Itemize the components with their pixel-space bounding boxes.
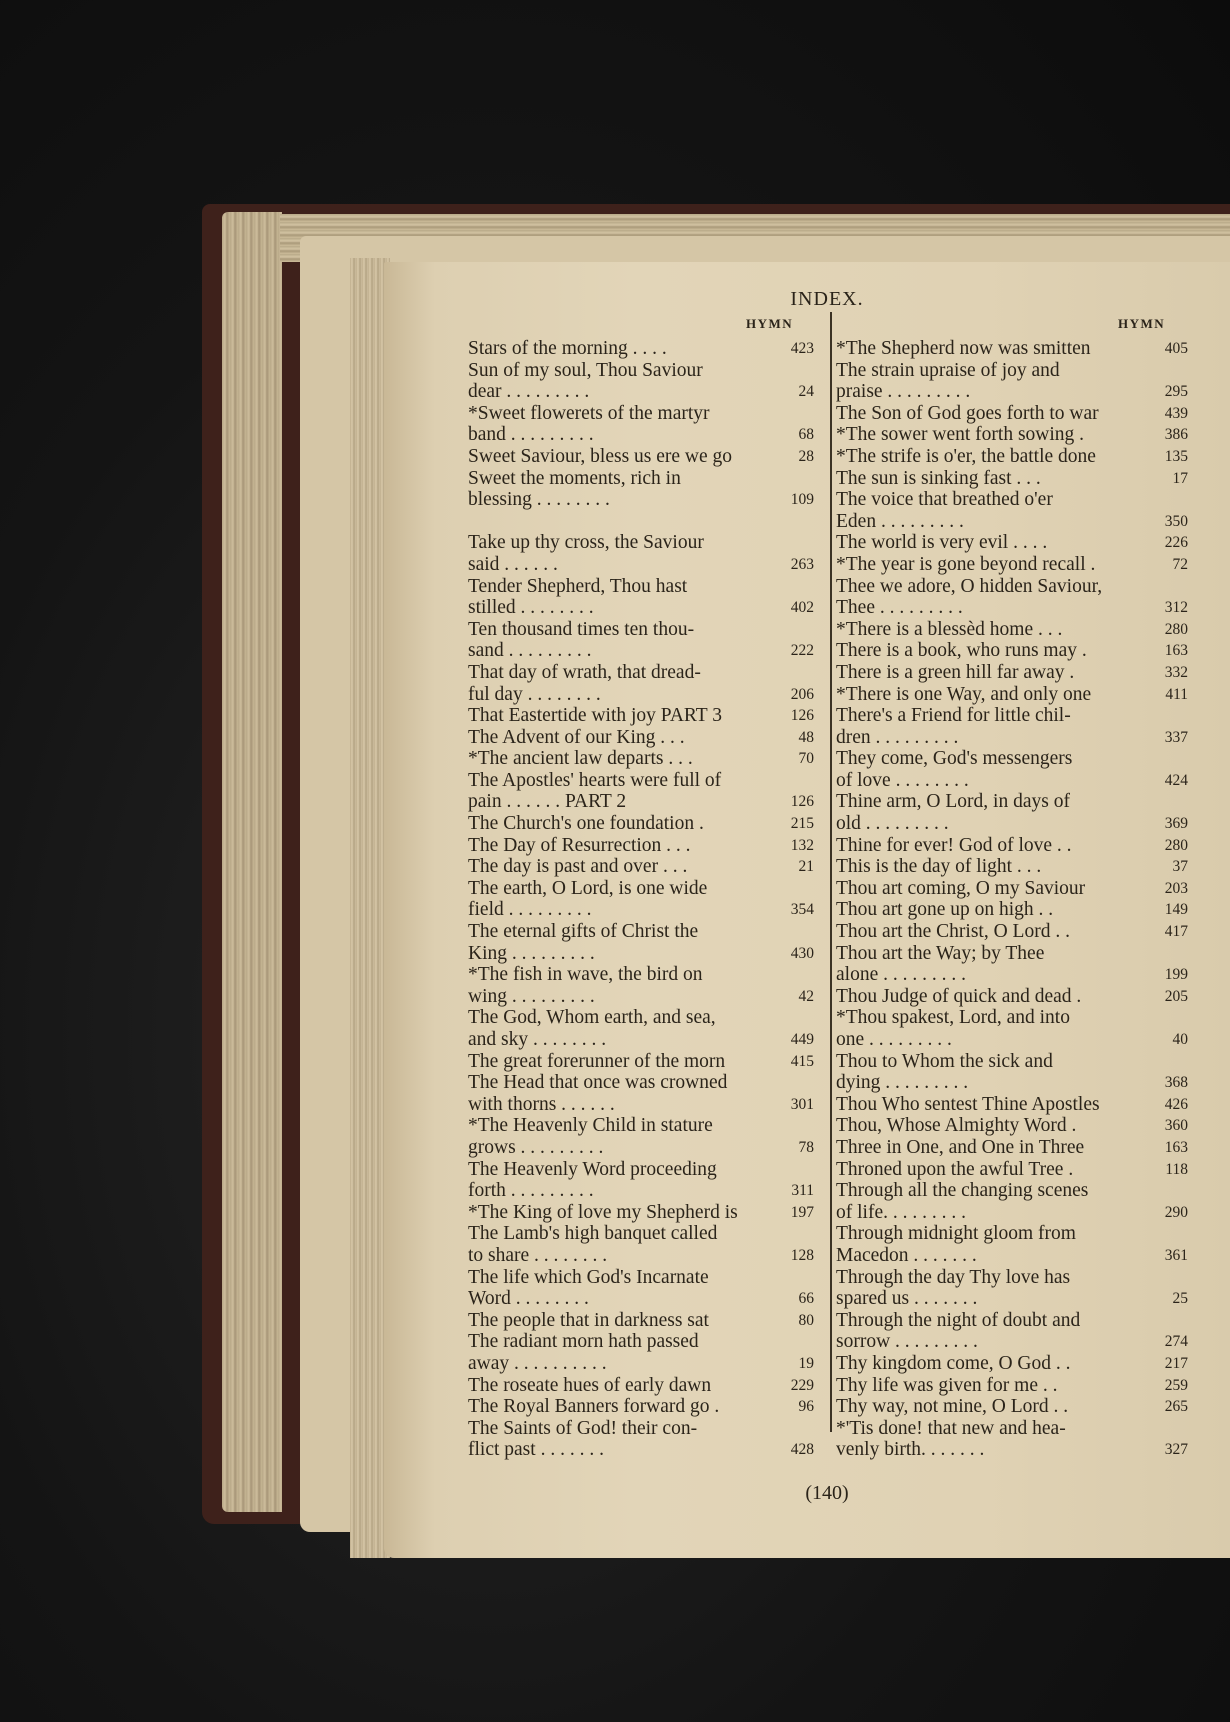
entry-line: Through the night of doubt and xyxy=(836,1309,1081,1331)
index-entry xyxy=(468,1007,814,1050)
entry-line: Throned upon the awful Tree . xyxy=(836,1158,1074,1180)
entry-line: wing . . . . . . . . . xyxy=(468,985,595,1007)
hymn-number: 449 xyxy=(790,1031,814,1048)
entry-line: blessing . . . . . . . . xyxy=(468,489,610,511)
entry-line: The voice that breathed o'er xyxy=(836,489,1053,511)
entry-line: The life which God's Incarnate xyxy=(468,1266,709,1288)
entry-line: Sweet the moments, rich in xyxy=(468,467,681,489)
hymn-number: 42 xyxy=(798,987,814,1005)
entry-line: stilled . . . . . . . . xyxy=(468,597,594,619)
entry-line: Thy kingdom come, O God . . xyxy=(836,1352,1071,1374)
index-entry xyxy=(836,338,1188,360)
entry-line: They come, God's messengers xyxy=(836,748,1073,770)
entry-line: The roseate hues of early dawn xyxy=(468,1374,712,1396)
entry-line: *There is one Way, and only one xyxy=(836,683,1092,705)
entry-line: Through all the changing scenes xyxy=(836,1180,1089,1202)
index-entry xyxy=(836,1180,1188,1223)
index-entry xyxy=(468,878,814,921)
entry-line: old . . . . . . . . . xyxy=(836,813,949,835)
hymn-number: 426 xyxy=(1164,1095,1188,1113)
entry-line: Thy life was given for me . . xyxy=(836,1374,1058,1396)
entry-line: *The Heavenly Child in stature xyxy=(468,1115,713,1137)
hymn-number: 48 xyxy=(798,728,814,746)
entry-line: The radiant morn hath passed xyxy=(468,1331,699,1353)
index-entry xyxy=(468,532,814,575)
hymn-number: 430 xyxy=(790,944,814,962)
entry-line: The Head that once was crowned xyxy=(468,1072,728,1094)
index-entry xyxy=(836,619,1188,641)
index-entry xyxy=(468,856,814,878)
hymn-number: 369 xyxy=(1164,815,1188,833)
entry-line: The Advent of our King . . . xyxy=(468,726,685,748)
index-entry xyxy=(468,813,814,835)
hymn-number: 17 xyxy=(1172,469,1188,487)
index-entry xyxy=(836,640,1188,662)
index-entry xyxy=(468,921,814,964)
hymn-number: 163 xyxy=(1164,1138,1188,1156)
hymn-number: 96 xyxy=(798,1398,814,1416)
hymn-number: 263 xyxy=(790,555,814,573)
index-entry xyxy=(836,986,1188,1008)
entry-line: dren . . . . . . . . . xyxy=(836,726,959,748)
entry-line: There is a book, who runs may . xyxy=(836,640,1087,662)
hymn-number: 311 xyxy=(791,1182,814,1200)
hymn-number: 132 xyxy=(790,836,814,854)
hymn-number: 19 xyxy=(798,1354,814,1372)
hymn-number: 206 xyxy=(790,685,814,703)
entry-line: praise . . . . . . . . . xyxy=(836,381,971,403)
entry-line: There's a Friend for little chil- xyxy=(836,705,1071,727)
entry-line: field . . . . . . . . . xyxy=(468,899,592,921)
entry-line: The eternal gifts of Christ the xyxy=(468,921,699,943)
hymn-number: 68 xyxy=(798,426,814,444)
hymn-number: 312 xyxy=(1164,599,1188,617)
hymn-number: 126 xyxy=(790,707,814,725)
index-entry xyxy=(836,1007,1188,1050)
index-entry xyxy=(836,1137,1188,1159)
entry-line: The earth, O Lord, is one wide xyxy=(468,877,708,899)
index-entry xyxy=(468,964,814,1007)
entry-line: pain . . . . . . PART 2 xyxy=(468,791,627,813)
entry-line: dying . . . . . . . . . xyxy=(836,1072,969,1094)
entry-line: Through midnight gloom from xyxy=(836,1223,1076,1245)
entry-line: Thou art the Way; by Thee xyxy=(836,942,1045,964)
entry-line: Three in One, and One in Three xyxy=(836,1136,1085,1158)
index-entry xyxy=(468,1051,814,1073)
entry-line: Eden . . . . . . . . . xyxy=(836,510,964,532)
entry-line: *The Shepherd now was smitten xyxy=(836,338,1091,359)
index-entry xyxy=(836,856,1188,878)
entry-line: Macedon . . . . . . . xyxy=(836,1244,977,1266)
hymn-number: 259 xyxy=(1164,1376,1188,1394)
index-entry xyxy=(836,360,1188,403)
entry-line: The strain upraise of joy and xyxy=(836,359,1060,381)
entry-line: Thou art gone up on high . . xyxy=(836,899,1054,921)
index-page xyxy=(384,262,1230,1558)
entry-line: The Heavenly Word proceeding xyxy=(468,1158,717,1180)
entry-line: away . . . . . . . . . . xyxy=(468,1352,607,1374)
index-entry xyxy=(468,662,814,705)
index-entry xyxy=(836,468,1188,490)
hymn-number: 424 xyxy=(1164,771,1188,789)
hymn-number: 109 xyxy=(790,491,814,509)
hymn-number: 229 xyxy=(790,1376,814,1394)
entry-line: *The ancient law departs . . . xyxy=(468,748,693,770)
hymn-number: 205 xyxy=(1164,987,1188,1005)
entry-line: spared us . . . . . . . xyxy=(836,1288,978,1310)
index-entry xyxy=(468,1223,814,1266)
index-entry xyxy=(836,878,1188,900)
hymn-number: 360 xyxy=(1164,1117,1188,1135)
hymn-number: 197 xyxy=(790,1203,814,1221)
entry-line: Thine for ever! God of love . . xyxy=(836,834,1072,856)
entry-line: grows . . . . . . . . . xyxy=(468,1136,604,1158)
hymn-number: 80 xyxy=(798,1311,814,1329)
index-entry xyxy=(468,446,814,468)
hymn-number: 411 xyxy=(1165,685,1188,703)
entry-line: The Lamb's high banquet called xyxy=(468,1223,718,1245)
entry-line: Word . . . . . . . . xyxy=(468,1288,589,1310)
entry-line: and sky . . . . . . . . xyxy=(468,1029,607,1050)
hymn-number: 24 xyxy=(798,383,814,401)
entry-line: Thy way, not mine, O Lord . . xyxy=(836,1396,1069,1418)
entry-line: *The sower went forth sowing . xyxy=(836,424,1085,446)
running-head: INDEX. xyxy=(790,288,864,310)
hymn-number: 66 xyxy=(798,1290,814,1308)
hymn-number: 135 xyxy=(1164,447,1188,465)
index-entry xyxy=(836,791,1188,834)
hymn-number: 70 xyxy=(798,750,814,768)
hymn-number: 327 xyxy=(1164,1441,1188,1459)
entry-line: sand . . . . . . . . . xyxy=(468,640,592,662)
entry-line: The God, Whom earth, and sea, xyxy=(468,1007,716,1029)
hymn-number: 199 xyxy=(1164,966,1188,984)
hymn-number: 301 xyxy=(790,1095,814,1113)
entry-line: of love . . . . . . . . xyxy=(836,769,969,791)
index-entry xyxy=(468,1267,814,1310)
entry-line: to share . . . . . . . . xyxy=(468,1244,608,1266)
entry-line: Thou art coming, O my Saviour xyxy=(836,877,1086,899)
entry-line: The Royal Banners forward go . xyxy=(468,1396,720,1418)
index-entry xyxy=(468,1159,814,1202)
entry-line: The world is very evil . . . . xyxy=(836,532,1048,554)
hymn-number: 428 xyxy=(790,1441,814,1459)
entry-line: Thou Judge of quick and dead . xyxy=(836,985,1082,1007)
index-entry xyxy=(836,921,1188,943)
entry-line: Thou Who sentest Thine Apostles xyxy=(836,1093,1100,1115)
entry-line: flict past . . . . . . . xyxy=(468,1439,604,1461)
index-entry xyxy=(836,403,1188,425)
entry-line: Thee we adore, O hidden Saviour, xyxy=(836,575,1103,597)
entry-line: *There is a blessèd home . . . xyxy=(836,618,1063,640)
index-entry xyxy=(468,835,814,857)
entry-line: forth . . . . . . . . . xyxy=(468,1180,594,1202)
index-entry xyxy=(468,770,814,813)
entry-line: There is a green hill far away . xyxy=(836,661,1075,683)
entry-line: The day is past and over . . . xyxy=(468,856,688,878)
hymn-number: 332 xyxy=(1164,663,1188,681)
hymn-number: 417 xyxy=(1164,923,1188,941)
entry-line: The Saints of God! their con- xyxy=(468,1417,698,1439)
entry-line: alone . . . . . . . . . xyxy=(836,964,966,986)
page-number: (140) xyxy=(805,1482,849,1504)
entry-line: Thou, Whose Almighty Word . xyxy=(836,1115,1077,1137)
index-entry xyxy=(836,1051,1188,1094)
left-column-header: HYMN xyxy=(746,316,794,331)
index-entry xyxy=(468,360,814,403)
entry-line: dear . . . . . . . . . xyxy=(468,381,590,403)
hymn-number: 25 xyxy=(1172,1290,1188,1308)
entry-line: The sun is sinking fast . . . xyxy=(836,467,1041,489)
index-entry xyxy=(468,468,814,511)
hymn-number: 439 xyxy=(1164,404,1188,422)
index-entry xyxy=(836,1223,1188,1266)
entry-line: said . . . . . . xyxy=(468,553,558,575)
entry-line: The Church's one foundation . xyxy=(468,813,704,835)
index-entry xyxy=(468,338,814,360)
entry-line: *Sweet flowerets of the martyr xyxy=(468,402,710,424)
right-column-header: HYMN xyxy=(1118,316,1166,331)
hymn-number: 40 xyxy=(1172,1031,1188,1048)
page-edges-left xyxy=(222,212,282,1512)
entry-line: *'Tis done! that new and hea- xyxy=(836,1417,1066,1439)
index-entry xyxy=(468,1115,814,1158)
entry-line: with thorns . . . . . . xyxy=(468,1093,615,1115)
hymn-number: 337 xyxy=(1164,728,1188,746)
entry-line: one . . . . . . . . . xyxy=(836,1029,952,1050)
index-entry xyxy=(836,532,1188,554)
index-entry xyxy=(836,424,1188,446)
index-entry xyxy=(468,1375,814,1397)
hymn-number: 149 xyxy=(1164,901,1188,919)
hymn-number: 354 xyxy=(790,901,814,919)
index-entry xyxy=(836,1353,1188,1375)
index-entry xyxy=(836,1115,1188,1137)
index-entry xyxy=(836,1396,1188,1418)
hymn-number: 128 xyxy=(790,1246,814,1264)
hymn-number: 126 xyxy=(790,793,814,811)
index-entry xyxy=(468,403,814,446)
index-entry xyxy=(836,1159,1188,1181)
index-entry xyxy=(468,619,814,662)
hymn-number: 361 xyxy=(1164,1246,1188,1264)
entry-line: of life. . . . . . . . . xyxy=(836,1201,966,1223)
index-entry xyxy=(468,1418,814,1461)
entry-line: Thee . . . . . . . . . xyxy=(836,597,963,619)
entry-line: Thou art the Christ, O Lord . . xyxy=(836,921,1070,943)
index-entry xyxy=(836,1375,1188,1397)
entry-line: Ten thousand times ten thou- xyxy=(468,618,695,640)
hymn-number: 295 xyxy=(1164,383,1188,401)
entry-line: *The strife is o'er, the battle done xyxy=(836,445,1096,467)
hymn-number: 72 xyxy=(1172,555,1188,573)
entry-line: The Day of Resurrection . . . xyxy=(468,834,691,856)
entry-line: King . . . . . . . . . xyxy=(468,942,595,964)
entry-line: *The year is gone beyond recall . xyxy=(836,553,1096,575)
index-entry xyxy=(836,684,1188,706)
entry-line: The people that in darkness sat xyxy=(468,1309,709,1331)
entry-line: *The King of love my Shepherd is xyxy=(468,1201,738,1223)
entry-line: Sweet Saviour, bless us ere we go xyxy=(468,445,733,467)
entry-line: *Thou spakest, Lord, and into xyxy=(836,1007,1070,1029)
entry-line: Through the day Thy love has xyxy=(836,1266,1071,1288)
index-entry xyxy=(468,1072,814,1115)
index-entry xyxy=(468,1396,814,1418)
hymn-number: 215 xyxy=(790,815,814,833)
hymn-number: 274 xyxy=(1164,1333,1188,1351)
entry-line: sorrow . . . . . . . . . xyxy=(836,1331,978,1353)
index-entry xyxy=(836,489,1188,532)
hymn-number: 290 xyxy=(1164,1203,1188,1221)
entry-line: The Son of God goes forth to war xyxy=(836,402,1099,424)
entry-line: The great forerunner of the morn xyxy=(468,1050,726,1072)
entry-line: Take up thy cross, the Saviour xyxy=(468,532,704,554)
entry-line: band . . . . . . . . . xyxy=(468,424,594,446)
hymn-number: 28 xyxy=(798,447,814,465)
entry-line: Tender Shepherd, Thou hast xyxy=(468,575,688,597)
index-entry xyxy=(468,1331,814,1374)
hymn-number: 222 xyxy=(790,642,814,660)
index-entry xyxy=(468,1202,814,1224)
index-entry xyxy=(836,1310,1188,1353)
entry-line: The Apostles' hearts were full of xyxy=(468,769,722,791)
hymn-number: 21 xyxy=(798,858,814,876)
left-index-column xyxy=(468,338,814,1461)
index-entry xyxy=(836,576,1188,619)
hymn-number: 203 xyxy=(1164,879,1188,897)
entry-line: That Eastertide with joy PART 3 xyxy=(468,705,722,727)
index-entry xyxy=(468,1310,814,1332)
hymn-number: 368 xyxy=(1164,1074,1188,1092)
entry-line: venly birth. . . . . . . xyxy=(836,1439,985,1461)
hymn-number: 415 xyxy=(790,1052,814,1070)
entry-line: That day of wrath, that dread- xyxy=(468,661,701,683)
entry-line: This is the day of light . . . xyxy=(836,856,1042,878)
hymn-number: 226 xyxy=(1164,534,1188,552)
index-entry xyxy=(836,662,1188,684)
hymn-number: 350 xyxy=(1164,512,1188,530)
hymn-number: 386 xyxy=(1164,426,1188,444)
index-entry xyxy=(468,727,814,749)
index-entry xyxy=(836,835,1188,857)
index-entry xyxy=(468,705,814,727)
index-entry xyxy=(836,705,1188,748)
hymn-number: 78 xyxy=(798,1138,814,1156)
hymn-number: 402 xyxy=(790,599,814,617)
hymn-number: 163 xyxy=(1164,642,1188,660)
hymn-number: 405 xyxy=(1164,340,1188,357)
entry-line: Thou to Whom the sick and xyxy=(836,1050,1053,1072)
index-entry xyxy=(468,748,814,770)
index-entry xyxy=(836,943,1188,986)
index-entry xyxy=(836,899,1188,921)
hymn-number: 265 xyxy=(1164,1398,1188,1416)
entry-line: ful day . . . . . . . . xyxy=(468,683,601,705)
index-entry xyxy=(836,554,1188,576)
index-entry xyxy=(836,1418,1188,1461)
hymn-number: 280 xyxy=(1164,620,1188,638)
index-entry xyxy=(836,748,1188,791)
hymn-number: 280 xyxy=(1164,836,1188,854)
hymn-number: 118 xyxy=(1165,1160,1188,1178)
entry-line: *The fish in wave, the bird on xyxy=(468,964,703,986)
hymn-number: 217 xyxy=(1164,1354,1188,1372)
index-entry xyxy=(468,576,814,619)
index-entry xyxy=(836,446,1188,468)
column-divider xyxy=(830,312,832,1432)
index-entry xyxy=(836,1267,1188,1310)
index-entry xyxy=(836,1094,1188,1116)
entry-line: Thine arm, O Lord, in days of xyxy=(836,791,1070,813)
hymn-number: 37 xyxy=(1172,858,1188,876)
entry-line: Stars of the morning . . . . xyxy=(468,338,667,359)
entry-line: Sun of my soul, Thou Saviour xyxy=(468,359,703,381)
right-index-column xyxy=(836,338,1188,1461)
hymn-number: 423 xyxy=(790,340,814,357)
